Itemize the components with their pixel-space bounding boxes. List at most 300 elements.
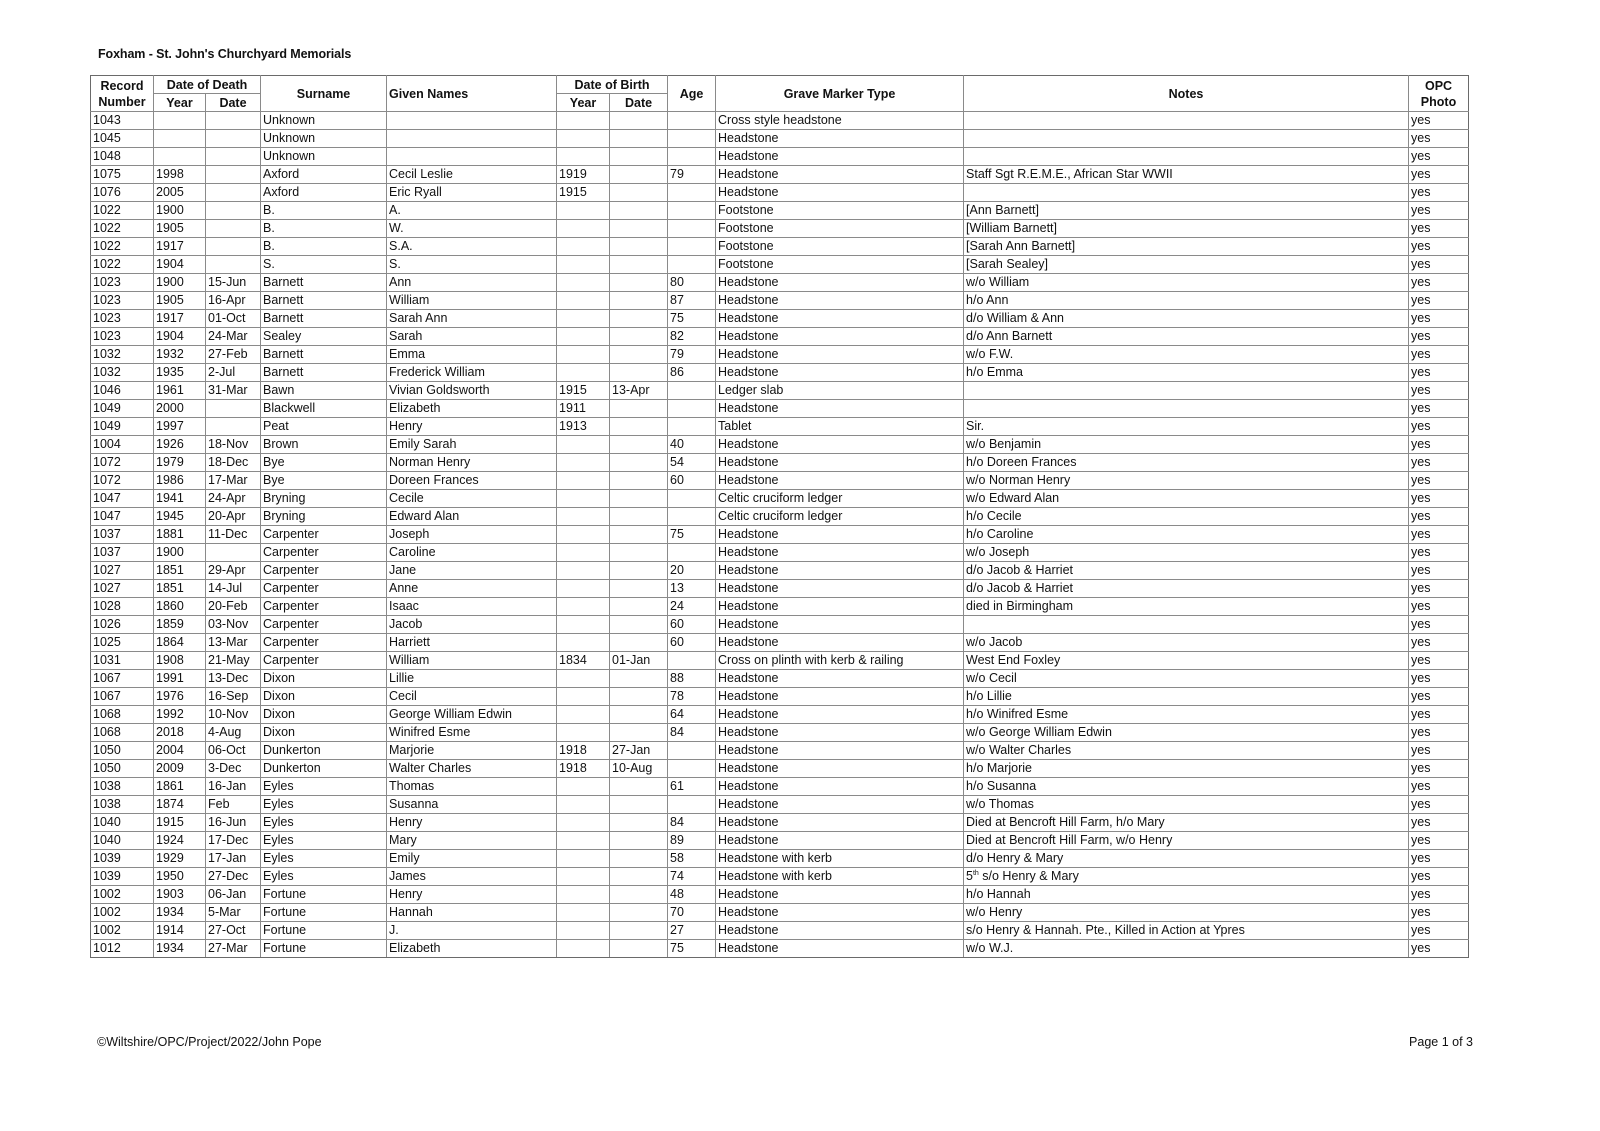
surname-cell: Dunkerton xyxy=(261,760,387,778)
given-names-cell: Cecil xyxy=(387,688,557,706)
surname-cell: Barnett xyxy=(261,274,387,292)
header-opc-photo xyxy=(1409,76,1469,112)
age-cell: 40 xyxy=(668,436,716,454)
notes-cell: w/o Jacob xyxy=(964,634,1409,652)
age-cell xyxy=(668,220,716,238)
surname-cell: Barnett xyxy=(261,310,387,328)
opc-photo-cell: yes xyxy=(1409,904,1469,922)
notes-cell: w/o W.J. xyxy=(964,940,1409,958)
grave-marker-type-cell: Headstone xyxy=(716,832,964,850)
birth-year-cell xyxy=(557,724,610,742)
grave-marker-type-cell: Headstone xyxy=(716,400,964,418)
record-number-cell: 1032 xyxy=(91,364,154,382)
grave-marker-type-cell: Footstone xyxy=(716,256,964,274)
record-number-cell: 1050 xyxy=(91,760,154,778)
record-number-cell: 1047 xyxy=(91,508,154,526)
table-header xyxy=(91,76,1469,112)
death-date-cell: 27-Feb xyxy=(206,346,261,364)
birth-year-cell xyxy=(557,796,610,814)
header-date-of-birth: Date of Birth xyxy=(557,76,668,94)
death-date-cell: 01-Oct xyxy=(206,310,261,328)
birth-date-cell xyxy=(610,184,668,202)
opc-photo-cell: yes xyxy=(1409,688,1469,706)
death-date-cell xyxy=(206,166,261,184)
opc-photo-cell: yes xyxy=(1409,760,1469,778)
age-cell: 84 xyxy=(668,814,716,832)
given-names-cell: Emily Sarah xyxy=(387,436,557,454)
grave-marker-type-cell: Headstone xyxy=(716,472,964,490)
given-names-cell: Marjorie xyxy=(387,742,557,760)
table-row xyxy=(91,706,1469,724)
grave-marker-type-cell: Headstone xyxy=(716,436,964,454)
notes-cell: [Sarah Ann Barnett] xyxy=(964,238,1409,256)
age-cell xyxy=(668,382,716,400)
grave-marker-type-cell: Headstone xyxy=(716,886,964,904)
given-names-cell: Jane xyxy=(387,562,557,580)
opc-photo-cell: yes xyxy=(1409,292,1469,310)
opc-photo-cell: yes xyxy=(1409,832,1469,850)
birth-date-cell xyxy=(610,310,668,328)
record-number-cell: 1039 xyxy=(91,868,154,886)
birth-year-cell xyxy=(557,922,610,940)
grave-marker-type-cell: Headstone xyxy=(716,580,964,598)
birth-date-cell xyxy=(610,886,668,904)
death-year-cell: 1917 xyxy=(154,310,206,328)
birth-year-cell xyxy=(557,940,610,958)
death-date-cell: 5-Mar xyxy=(206,904,261,922)
record-number-cell: 1022 xyxy=(91,256,154,274)
notes-cell: w/o Norman Henry xyxy=(964,472,1409,490)
grave-marker-type-cell: Celtic cruciform ledger xyxy=(716,508,964,526)
birth-year-cell xyxy=(557,544,610,562)
header-record-line1: Record xyxy=(100,78,144,93)
header-given-names: Given Names xyxy=(387,76,557,112)
given-names-cell: George William Edwin xyxy=(387,706,557,724)
opc-photo-cell: yes xyxy=(1409,436,1469,454)
grave-marker-type-cell: Headstone xyxy=(716,166,964,184)
notes-cell: h/o Winifred Esme xyxy=(964,706,1409,724)
opc-photo-cell: yes xyxy=(1409,310,1469,328)
birth-year-cell xyxy=(557,256,610,274)
death-date-cell xyxy=(206,220,261,238)
birth-year-cell xyxy=(557,328,610,346)
birth-date-cell xyxy=(610,490,668,508)
death-date-cell: 27-Oct xyxy=(206,922,261,940)
death-date-cell: 06-Oct xyxy=(206,742,261,760)
age-cell xyxy=(668,202,716,220)
header-birth-date: Date xyxy=(610,94,668,112)
opc-photo-cell: yes xyxy=(1409,544,1469,562)
notes-cell: w/o Walter Charles xyxy=(964,742,1409,760)
surname-cell: Eyles xyxy=(261,778,387,796)
table-row xyxy=(91,166,1469,184)
table-body xyxy=(91,112,1469,958)
birth-date-cell xyxy=(610,130,668,148)
notes-cell: d/o Henry & Mary xyxy=(964,850,1409,868)
record-number-cell: 1045 xyxy=(91,130,154,148)
grave-marker-type-cell: Headstone xyxy=(716,706,964,724)
age-cell xyxy=(668,184,716,202)
notes-cell: d/o William & Ann xyxy=(964,310,1409,328)
surname-cell: Carpenter xyxy=(261,634,387,652)
opc-photo-cell: yes xyxy=(1409,742,1469,760)
surname-cell: Carpenter xyxy=(261,526,387,544)
grave-marker-type-cell: Headstone xyxy=(716,616,964,634)
record-number-cell: 1002 xyxy=(91,904,154,922)
given-names-cell: Cecil Leslie xyxy=(387,166,557,184)
given-names-cell: Mary xyxy=(387,832,557,850)
table-row xyxy=(91,796,1469,814)
age-cell xyxy=(668,130,716,148)
grave-marker-type-cell: Headstone xyxy=(716,454,964,472)
header-opc-line1: OPC xyxy=(1424,78,1453,93)
death-year-cell: 1924 xyxy=(154,832,206,850)
table-row xyxy=(91,688,1469,706)
surname-cell: S. xyxy=(261,256,387,274)
death-date-cell: 31-Mar xyxy=(206,382,261,400)
surname-cell: Unknown xyxy=(261,148,387,166)
birth-date-cell xyxy=(610,238,668,256)
opc-photo-cell: yes xyxy=(1409,454,1469,472)
opc-photo-cell: yes xyxy=(1409,472,1469,490)
death-date-cell: 06-Jan xyxy=(206,886,261,904)
opc-photo-cell: yes xyxy=(1409,148,1469,166)
record-number-cell: 1012 xyxy=(91,940,154,958)
given-names-cell: Henry xyxy=(387,886,557,904)
death-date-cell: 16-Apr xyxy=(206,292,261,310)
grave-marker-type-cell: Headstone xyxy=(716,184,964,202)
age-cell xyxy=(668,238,716,256)
header-surname: Surname xyxy=(261,76,387,112)
opc-photo-cell: yes xyxy=(1409,526,1469,544)
opc-photo-cell: yes xyxy=(1409,634,1469,652)
birth-date-cell xyxy=(610,544,668,562)
table-row xyxy=(91,256,1469,274)
record-number-cell: 1039 xyxy=(91,850,154,868)
notes-cell: h/o Emma xyxy=(964,364,1409,382)
birth-year-cell xyxy=(557,562,610,580)
opc-photo-cell: yes xyxy=(1409,112,1469,130)
given-names-cell: Emily xyxy=(387,850,557,868)
record-number-cell: 1048 xyxy=(91,148,154,166)
birth-date-cell: 27-Jan xyxy=(610,742,668,760)
record-number-cell: 1068 xyxy=(91,706,154,724)
given-names-cell: Lillie xyxy=(387,670,557,688)
record-number-cell: 1023 xyxy=(91,310,154,328)
age-cell: 64 xyxy=(668,706,716,724)
table-row xyxy=(91,220,1469,238)
death-year-cell: 1945 xyxy=(154,508,206,526)
notes-cell: h/o Susanna xyxy=(964,778,1409,796)
grave-marker-type-cell: Headstone xyxy=(716,544,964,562)
birth-year-cell: 1919 xyxy=(557,166,610,184)
given-names-cell: Sarah xyxy=(387,328,557,346)
death-date-cell xyxy=(206,418,261,436)
birth-date-cell xyxy=(610,922,668,940)
record-number-cell: 1026 xyxy=(91,616,154,634)
birth-year-cell xyxy=(557,274,610,292)
given-names-cell: Norman Henry xyxy=(387,454,557,472)
opc-photo-cell: yes xyxy=(1409,418,1469,436)
death-year-cell: 1961 xyxy=(154,382,206,400)
death-year-cell: 1992 xyxy=(154,706,206,724)
opc-photo-cell: yes xyxy=(1409,130,1469,148)
given-names-cell: Anne xyxy=(387,580,557,598)
death-date-cell: 24-Apr xyxy=(206,490,261,508)
given-names-cell: Susanna xyxy=(387,796,557,814)
death-year-cell: 1874 xyxy=(154,796,206,814)
record-number-cell: 1025 xyxy=(91,634,154,652)
age-cell xyxy=(668,652,716,670)
table-row xyxy=(91,382,1469,400)
given-names-cell: Joseph xyxy=(387,526,557,544)
given-names-cell: Thomas xyxy=(387,778,557,796)
birth-date-cell xyxy=(610,346,668,364)
age-cell: 27 xyxy=(668,922,716,940)
grave-marker-type-cell: Headstone xyxy=(716,148,964,166)
given-names-cell: Hannah xyxy=(387,904,557,922)
grave-marker-type-cell: Headstone with kerb xyxy=(716,868,964,886)
death-date-cell: 18-Nov xyxy=(206,436,261,454)
age-cell: 13 xyxy=(668,580,716,598)
birth-date-cell xyxy=(610,724,668,742)
grave-marker-type-cell: Headstone xyxy=(716,526,964,544)
opc-photo-cell: yes xyxy=(1409,850,1469,868)
age-cell xyxy=(668,490,716,508)
surname-cell: Carpenter xyxy=(261,580,387,598)
notes-cell xyxy=(964,184,1409,202)
record-number-cell: 1038 xyxy=(91,796,154,814)
surname-cell: Eyles xyxy=(261,868,387,886)
opc-photo-cell: yes xyxy=(1409,814,1469,832)
notes-cell: w/o William xyxy=(964,274,1409,292)
opc-photo-cell: yes xyxy=(1409,616,1469,634)
notes-cell xyxy=(964,400,1409,418)
header-record-line2: Number xyxy=(98,94,146,109)
death-date-cell xyxy=(206,130,261,148)
death-date-cell: 21-May xyxy=(206,652,261,670)
table-row xyxy=(91,778,1469,796)
table-row xyxy=(91,346,1469,364)
birth-date-cell xyxy=(610,436,668,454)
age-cell: 20 xyxy=(668,562,716,580)
notes-cell xyxy=(964,148,1409,166)
death-date-cell: 2-Jul xyxy=(206,364,261,382)
birth-year-cell xyxy=(557,904,610,922)
death-date-cell: 10-Nov xyxy=(206,706,261,724)
notes-cell: w/o Thomas xyxy=(964,796,1409,814)
record-number-cell: 1037 xyxy=(91,544,154,562)
given-names-cell: Elizabeth xyxy=(387,400,557,418)
surname-cell: Bawn xyxy=(261,382,387,400)
death-year-cell: 1860 xyxy=(154,598,206,616)
header-birth-year: Year xyxy=(557,94,610,112)
opc-photo-cell: yes xyxy=(1409,256,1469,274)
birth-year-cell xyxy=(557,508,610,526)
record-number-cell: 1049 xyxy=(91,418,154,436)
death-year-cell: 1915 xyxy=(154,814,206,832)
age-cell: 89 xyxy=(668,832,716,850)
death-date-cell: 16-Jun xyxy=(206,814,261,832)
table-row xyxy=(91,562,1469,580)
death-date-cell: 03-Nov xyxy=(206,616,261,634)
birth-date-cell xyxy=(610,580,668,598)
record-number-cell: 1067 xyxy=(91,670,154,688)
death-year-cell: 1979 xyxy=(154,454,206,472)
record-number-cell: 1037 xyxy=(91,526,154,544)
table-row xyxy=(91,310,1469,328)
surname-cell: Carpenter xyxy=(261,598,387,616)
birth-year-cell xyxy=(557,688,610,706)
death-year-cell: 1997 xyxy=(154,418,206,436)
death-date-cell xyxy=(206,148,261,166)
birth-date-cell xyxy=(610,220,668,238)
birth-date-cell xyxy=(610,202,668,220)
opc-photo-cell: yes xyxy=(1409,580,1469,598)
notes-cell: h/o Lillie xyxy=(964,688,1409,706)
age-cell xyxy=(668,760,716,778)
notes-cell: w/o George William Edwin xyxy=(964,724,1409,742)
table-row xyxy=(91,886,1469,904)
age-cell: 80 xyxy=(668,274,716,292)
table-row xyxy=(91,526,1469,544)
death-year-cell: 1881 xyxy=(154,526,206,544)
grave-marker-type-cell: Cross on plinth with kerb & railing xyxy=(716,652,964,670)
birth-date-cell xyxy=(610,850,668,868)
opc-photo-cell: yes xyxy=(1409,274,1469,292)
grave-marker-type-cell: Headstone xyxy=(716,796,964,814)
header-notes: Notes xyxy=(964,76,1409,112)
birth-date-cell xyxy=(610,796,668,814)
header-death-date: Date xyxy=(206,94,261,112)
surname-cell: Axford xyxy=(261,184,387,202)
record-number-cell: 1022 xyxy=(91,238,154,256)
grave-marker-type-cell: Cross style headstone xyxy=(716,112,964,130)
notes-cell: h/o Doreen Frances xyxy=(964,454,1409,472)
age-cell: 24 xyxy=(668,598,716,616)
notes-cell: West End Foxley xyxy=(964,652,1409,670)
death-date-cell: 20-Apr xyxy=(206,508,261,526)
table-row xyxy=(91,814,1469,832)
grave-marker-type-cell: Headstone xyxy=(716,130,964,148)
grave-marker-type-cell: Headstone xyxy=(716,940,964,958)
given-names-cell: Frederick William xyxy=(387,364,557,382)
grave-marker-type-cell: Footstone xyxy=(716,238,964,256)
grave-marker-type-cell: Headstone xyxy=(716,814,964,832)
table-row xyxy=(91,634,1469,652)
table-row xyxy=(91,274,1469,292)
given-names-cell: James xyxy=(387,868,557,886)
table-row xyxy=(91,868,1469,886)
surname-cell: Bye xyxy=(261,454,387,472)
age-cell xyxy=(668,148,716,166)
birth-year-cell xyxy=(557,310,610,328)
birth-year-cell xyxy=(557,490,610,508)
grave-marker-type-cell: Headstone xyxy=(716,760,964,778)
death-date-cell xyxy=(206,400,261,418)
table-row xyxy=(91,580,1469,598)
notes-cell: h/o Cecile xyxy=(964,508,1409,526)
death-year-cell: 1932 xyxy=(154,346,206,364)
surname-cell: Eyles xyxy=(261,796,387,814)
death-year-cell: 2000 xyxy=(154,400,206,418)
death-date-cell: 16-Jan xyxy=(206,778,261,796)
death-date-cell: 20-Feb xyxy=(206,598,261,616)
table-row xyxy=(91,454,1469,472)
birth-year-cell xyxy=(557,616,610,634)
age-cell xyxy=(668,796,716,814)
birth-year-cell xyxy=(557,706,610,724)
birth-date-cell xyxy=(610,112,668,130)
grave-marker-type-cell: Headstone xyxy=(716,598,964,616)
table-row xyxy=(91,850,1469,868)
death-year-cell: 1941 xyxy=(154,490,206,508)
grave-marker-type-cell: Headstone xyxy=(716,778,964,796)
death-date-cell: 13-Mar xyxy=(206,634,261,652)
given-names-cell xyxy=(387,148,557,166)
birth-year-cell xyxy=(557,292,610,310)
death-year-cell: 1864 xyxy=(154,634,206,652)
age-cell: 75 xyxy=(668,310,716,328)
notes-cell: h/o Caroline xyxy=(964,526,1409,544)
opc-photo-cell: yes xyxy=(1409,220,1469,238)
death-year-cell: 1917 xyxy=(154,238,206,256)
death-year-cell: 1998 xyxy=(154,166,206,184)
notes-cell: h/o Marjorie xyxy=(964,760,1409,778)
footer-page-indicator: Page 1 of 3 xyxy=(1409,1035,1473,1049)
given-names-cell: Winifred Esme xyxy=(387,724,557,742)
surname-cell: Carpenter xyxy=(261,652,387,670)
grave-marker-type-cell: Headstone xyxy=(716,328,964,346)
opc-photo-cell: yes xyxy=(1409,670,1469,688)
notes-ordinal-suffix: th xyxy=(972,869,979,877)
table-row xyxy=(91,436,1469,454)
notes-cell xyxy=(964,130,1409,148)
record-number-cell: 1067 xyxy=(91,688,154,706)
table-row xyxy=(91,400,1469,418)
death-year-cell xyxy=(154,112,206,130)
grave-marker-type-cell: Headstone xyxy=(716,742,964,760)
birth-year-cell xyxy=(557,130,610,148)
surname-cell: Fortune xyxy=(261,886,387,904)
birth-date-cell xyxy=(610,706,668,724)
age-cell: 86 xyxy=(668,364,716,382)
opc-photo-cell: yes xyxy=(1409,166,1469,184)
opc-photo-cell: yes xyxy=(1409,364,1469,382)
notes-cell: h/o Hannah xyxy=(964,886,1409,904)
table-row xyxy=(91,472,1469,490)
age-cell: 60 xyxy=(668,634,716,652)
death-date-cell: 17-Dec xyxy=(206,832,261,850)
age-cell: 70 xyxy=(668,904,716,922)
surname-cell: Dunkerton xyxy=(261,742,387,760)
death-date-cell: 13-Dec xyxy=(206,670,261,688)
death-year-cell: 1904 xyxy=(154,256,206,274)
opc-photo-cell: yes xyxy=(1409,490,1469,508)
footer-copyright: ©Wiltshire/OPC/Project/2022/John Pope xyxy=(97,1035,322,1049)
surname-cell: Blackwell xyxy=(261,400,387,418)
birth-year-cell xyxy=(557,670,610,688)
document-title: Foxham - St. John's Churchyard Memorials xyxy=(98,47,352,61)
table-row xyxy=(91,508,1469,526)
table-row xyxy=(91,130,1469,148)
surname-cell: Dixon xyxy=(261,670,387,688)
record-number-cell: 1075 xyxy=(91,166,154,184)
surname-cell: Barnett xyxy=(261,292,387,310)
header-death-year: Year xyxy=(154,94,206,112)
record-number-cell: 1027 xyxy=(91,562,154,580)
table-row xyxy=(91,742,1469,760)
